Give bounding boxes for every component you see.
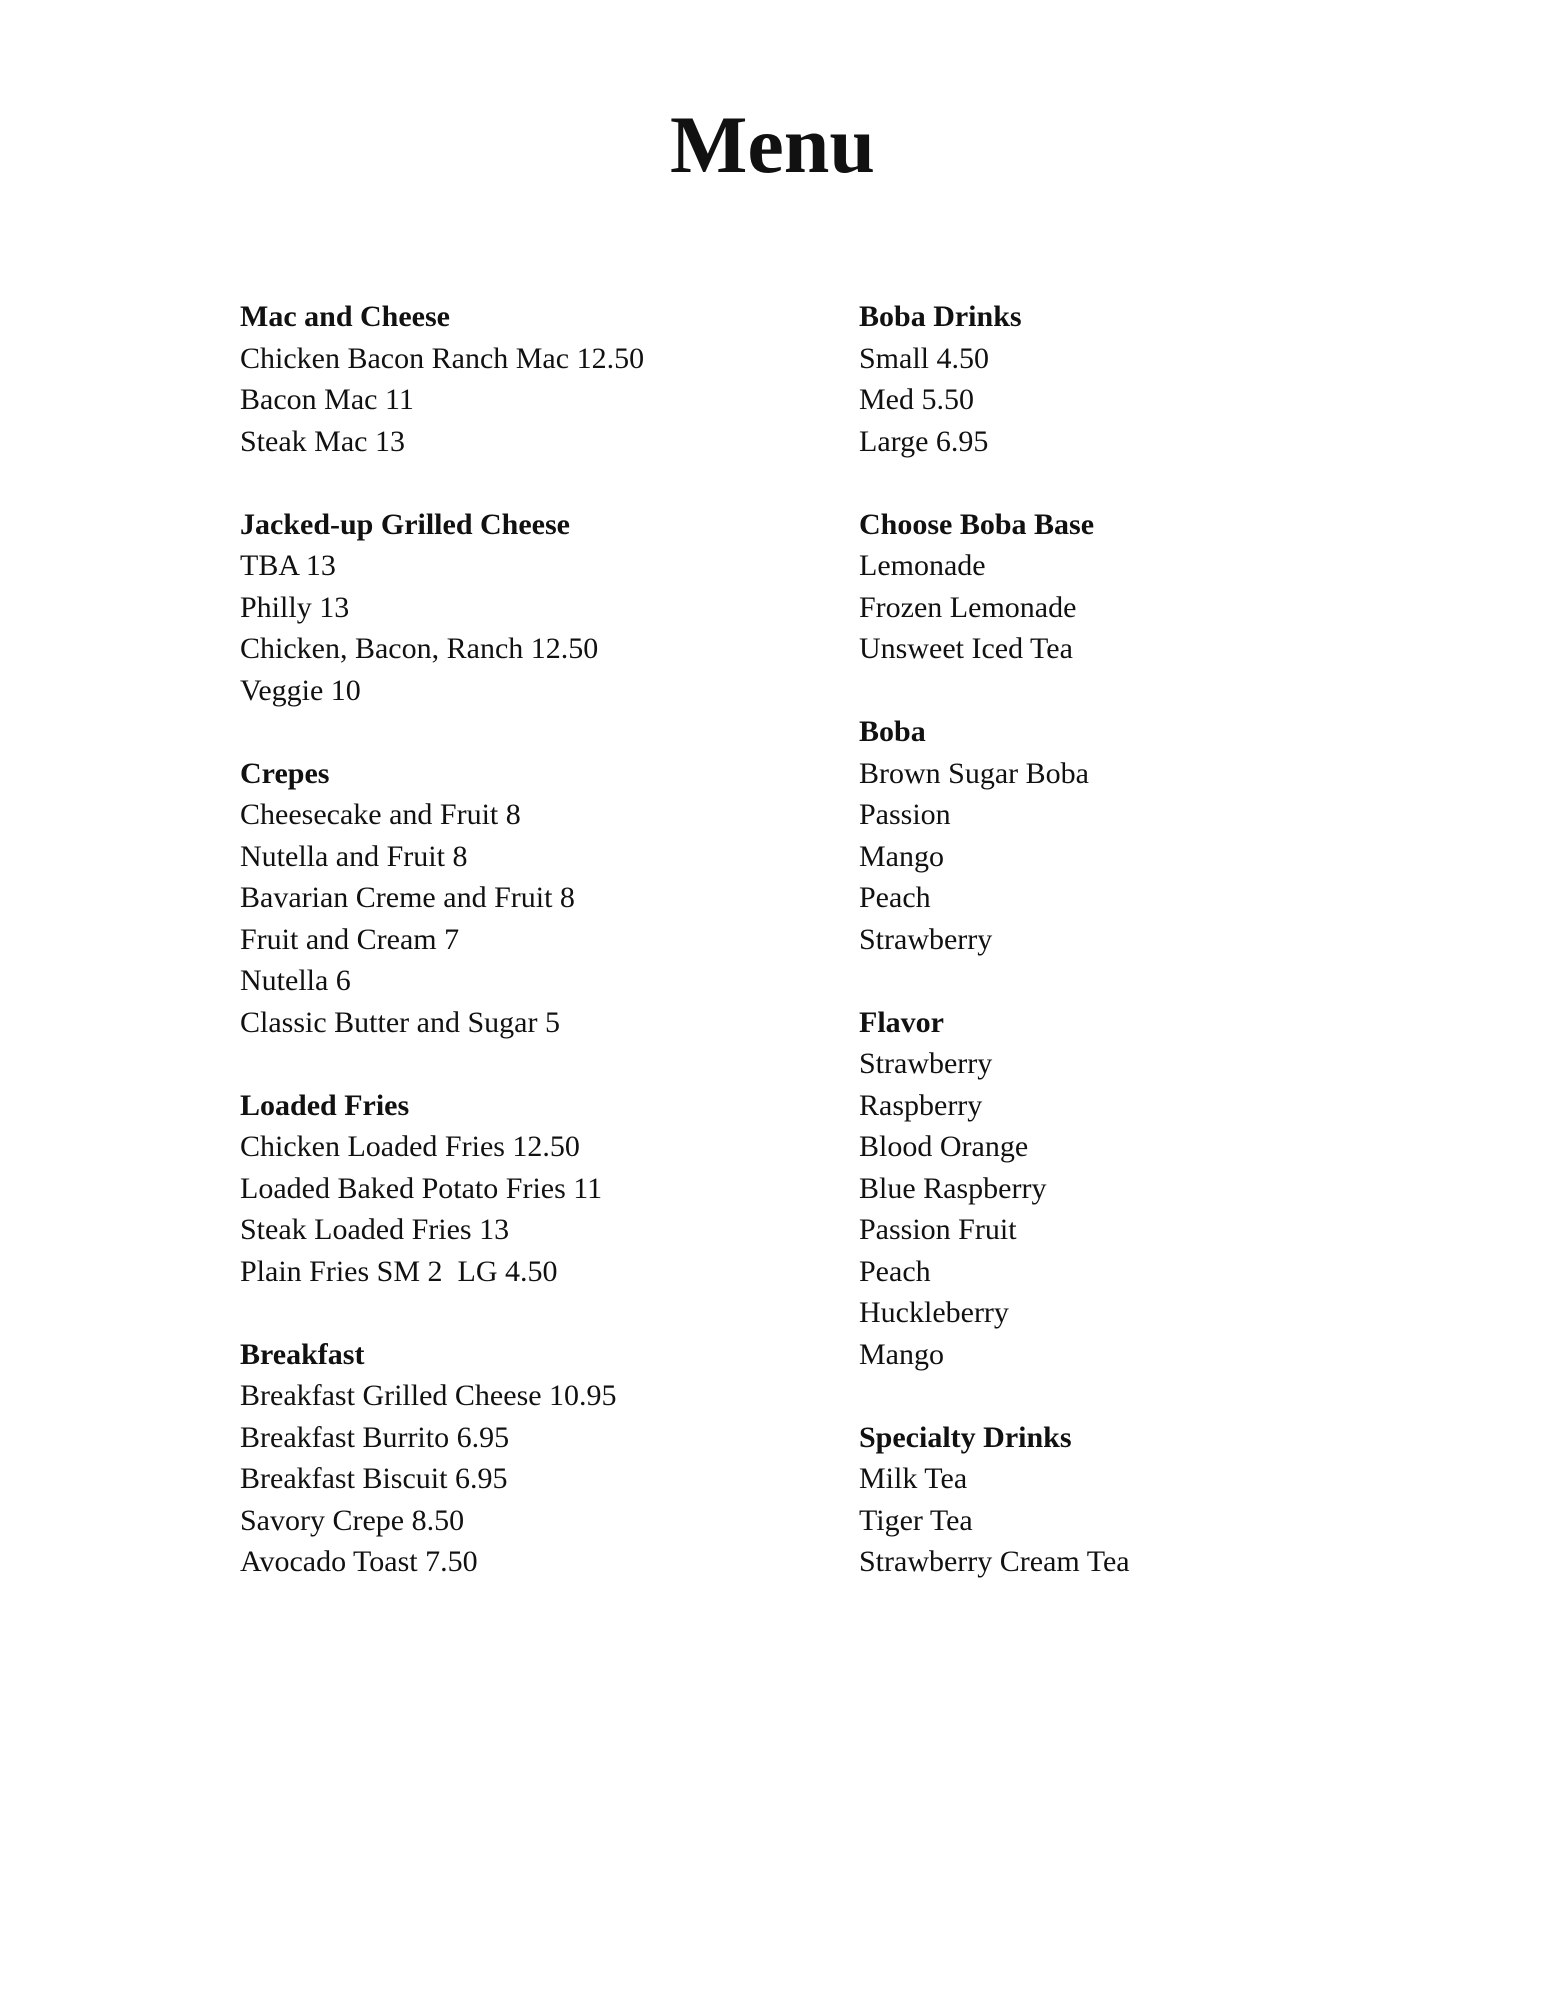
menu-item: Bavarian Creme and Fruit 8	[240, 881, 575, 914]
menu-item: Strawberry	[859, 1047, 993, 1080]
menu-section-flavor	[859, 1002, 1459, 1376]
menu-item: Peach	[859, 1254, 931, 1288]
left-menu-column	[240, 296, 840, 1624]
menu-item: Unsweet Iced Tea	[859, 632, 1073, 665]
menu-section-boba-base	[859, 504, 1459, 670]
menu-item: Milk Tea	[859, 1462, 968, 1495]
menu-section-specialty-drinks	[859, 1417, 1459, 1583]
menu-item: Passion Fruit	[859, 1213, 1017, 1246]
menu-item: Frozen Lemonade	[859, 590, 1077, 624]
menu-item: Plain Fries SM 2 LG 4.50	[240, 1254, 558, 1288]
section-title: Mac and Cheese	[240, 300, 450, 333]
section-title: Jacked-up Grilled Cheese	[240, 507, 570, 541]
menu-section-breakfast	[240, 1334, 840, 1583]
menu-section-mac-and-cheese	[240, 296, 840, 462]
menu-item: Passion	[859, 798, 951, 831]
page-title: Menu	[670, 99, 875, 190]
section-title: Specialty Drinks	[859, 1420, 1072, 1454]
menu-item: Breakfast Grilled Cheese 10.95	[240, 1379, 617, 1412]
menu-item: Loaded Baked Potato Fries 11	[240, 1171, 603, 1205]
section-title: Boba Drinks	[859, 300, 1022, 333]
menu-section-crepes	[240, 753, 840, 1044]
menu-item: Large 6.95	[859, 424, 989, 458]
menu-item: Chicken Bacon Ranch Mac 12.50	[240, 341, 645, 375]
menu-item: Cheesecake and Fruit 8	[240, 798, 521, 831]
menu-item: TBA 13	[240, 549, 336, 582]
menu-item: Steak Mac 13	[240, 424, 405, 458]
menu-item: Lemonade	[859, 549, 986, 582]
menu-item: Chicken Loaded Fries 12.50	[240, 1130, 580, 1163]
menu-item: Veggie 10	[240, 673, 361, 707]
menu-item: Tiger Tea	[859, 1503, 973, 1537]
menu-item: Blood Orange	[859, 1130, 1029, 1163]
menu-item: Breakfast Biscuit 6.95	[240, 1462, 508, 1495]
menu-item: Blue Raspberry	[859, 1171, 1047, 1205]
section-title: Boba	[859, 715, 926, 748]
menu-item: Bacon Mac 11	[240, 383, 414, 416]
section-title: Choose Boba Base	[859, 507, 1095, 541]
menu-section-grilled-cheese	[240, 504, 840, 712]
menu-section-loaded-fries	[240, 1085, 840, 1293]
menu-item: Strawberry Cream Tea	[859, 1545, 1130, 1578]
menu-item: Strawberry	[859, 922, 993, 956]
menu-item: Philly 13	[240, 590, 350, 624]
menu-item: Nutella 6	[240, 964, 351, 997]
menu-item: Small 4.50	[859, 341, 990, 375]
menu-item: Huckleberry	[859, 1296, 1009, 1329]
menu-section-boba-drinks	[859, 296, 1459, 462]
menu-item: Fruit and Cream 7	[240, 922, 460, 956]
menu-item: Breakfast Burrito 6.95	[240, 1420, 510, 1454]
section-title: Loaded Fries	[240, 1088, 410, 1122]
section-title: Crepes	[240, 756, 330, 790]
menu-item: Nutella and Fruit 8	[240, 839, 468, 873]
section-title: Breakfast	[240, 1337, 365, 1371]
menu-item: Chicken, Bacon, Ranch 12.50	[240, 632, 599, 665]
menu-item: Raspberry	[859, 1088, 983, 1122]
menu-item: Mango	[859, 1337, 944, 1371]
menu-item: Brown Sugar Boba	[859, 756, 1089, 790]
menu-section-boba	[859, 711, 1459, 960]
menu-item: Classic Butter and Sugar 5	[240, 1005, 560, 1039]
menu-item: Med 5.50	[859, 383, 974, 416]
menu-item: Savory Crepe 8.50	[240, 1503, 465, 1537]
right-menu-column	[859, 296, 1459, 1624]
menu-item: Mango	[859, 839, 944, 873]
menu-item: Peach	[859, 881, 931, 914]
section-title: Flavor	[859, 1005, 944, 1039]
menu-item: Steak Loaded Fries 13	[240, 1213, 510, 1246]
menu-item: Avocado Toast 7.50	[240, 1545, 478, 1578]
